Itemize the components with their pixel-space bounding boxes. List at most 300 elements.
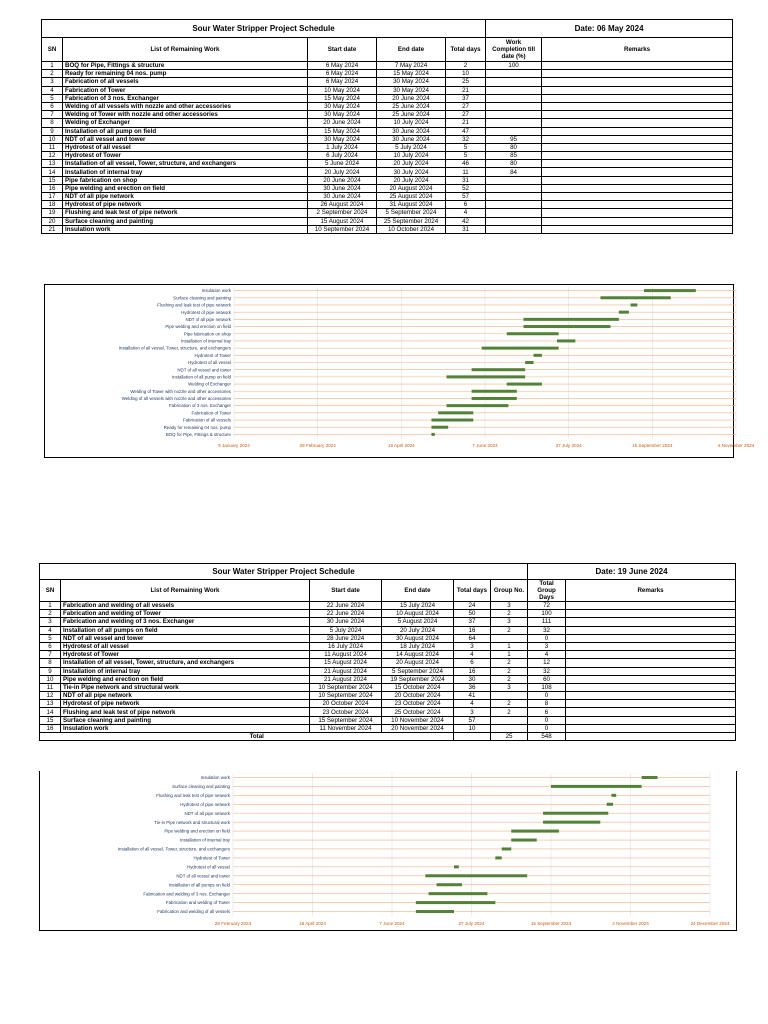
cell-completion <box>486 184 542 192</box>
cell-sn: 16 <box>40 724 61 732</box>
gantt-bar <box>495 856 501 859</box>
cell-end: 20 October 2024 <box>382 692 454 700</box>
total-group-days: 548 <box>528 733 566 741</box>
cell-completion <box>486 201 542 209</box>
cell-end: 15 October 2024 <box>382 683 454 691</box>
cell-completion: 80 <box>486 143 542 151</box>
cell-remarks <box>542 111 733 119</box>
gantt-bar <box>438 411 473 414</box>
cell-sn: 9 <box>42 127 63 135</box>
cell-group: 2 <box>491 708 528 716</box>
cell-sn: 7 <box>40 651 61 659</box>
cell-completion <box>486 225 542 233</box>
cell-completion <box>486 193 542 201</box>
cell-remarks <box>566 651 736 659</box>
cell-end: 10 August 2024 <box>382 610 454 618</box>
gantt-bar <box>482 347 559 350</box>
cell-group <box>491 724 528 732</box>
cell-group-days: 0 <box>528 716 566 724</box>
cell-group-days: 0 <box>528 724 566 732</box>
cell-group-days: 3 <box>528 642 566 650</box>
cell-remarks <box>542 152 733 160</box>
cell-start: 16 July 2024 <box>310 642 382 650</box>
gantt-bar <box>472 368 526 371</box>
cell-remarks <box>542 193 733 201</box>
task-label: Flushing and leak test of pipe network <box>156 792 230 798</box>
cell-days: 10 <box>446 70 486 78</box>
cell-days: 47 <box>446 127 486 135</box>
cell-task: Fabrication and welding of Tower <box>61 610 310 618</box>
col-start: Start date <box>308 38 377 62</box>
cell-task: Hydrotest of pipe network <box>63 201 308 209</box>
cell-remarks <box>542 70 733 78</box>
cell-days: 37 <box>454 618 491 626</box>
cell-task: Installation of all vessel, Tower, structure, and exchangers <box>63 160 308 168</box>
gantt-bar <box>425 874 527 877</box>
table-row <box>40 618 736 626</box>
cell-remarks <box>542 168 733 176</box>
gantt-bar <box>600 296 670 299</box>
cell-remarks <box>566 602 736 610</box>
cell-group-days: 12 <box>528 659 566 667</box>
cell-completion <box>486 209 542 217</box>
cell-end: 5 July 2024 <box>377 143 446 151</box>
x-tick-label: 28 February 2024 <box>299 443 336 448</box>
cell-group-days: 108 <box>528 683 566 691</box>
cell-remarks <box>542 201 733 209</box>
cell-completion <box>486 111 542 119</box>
task-label: Fabrication of 3 nos. Exchanger <box>169 403 231 409</box>
cell-task: Installation of internal tray <box>61 667 310 675</box>
cell-task: Flushing and leak test of pipe network <box>63 209 308 217</box>
gantt-bar <box>551 785 642 788</box>
cell-completion <box>486 70 542 78</box>
cell-start: 11 August 2024 <box>310 651 382 659</box>
cell-completion <box>486 102 542 110</box>
cell-sn: 15 <box>40 716 61 724</box>
table-row <box>42 217 733 225</box>
col-task: List of Remaining Work <box>63 38 308 62</box>
cell-group-days: 32 <box>528 667 566 675</box>
cell-days: 4 <box>446 209 486 217</box>
task-label: BOQ for Pipe, Fittings & structure <box>165 432 231 438</box>
cell-days: 41 <box>454 692 491 700</box>
gantt-bar <box>523 318 618 321</box>
cell-sn: 5 <box>42 94 63 102</box>
cell-days: 3 <box>454 708 491 716</box>
cell-days: 32 <box>446 135 486 143</box>
col-end: End date <box>377 38 446 62</box>
table-row <box>42 209 733 217</box>
task-label: Surface cleaning and painting <box>173 295 231 301</box>
cell-start: 23 October 2024 <box>310 708 382 716</box>
cell-group-days: 4 <box>528 651 566 659</box>
cell-start: 21 August 2024 <box>310 675 382 683</box>
table-row <box>42 176 733 184</box>
cell-remarks <box>566 634 736 642</box>
cell-task: BOQ for Pipe, Fittings & structure <box>63 62 308 70</box>
cell-sn: 19 <box>42 209 63 217</box>
cell-end: 5 September 2024 <box>377 209 446 217</box>
task-label: Installation of all pumps on field <box>168 882 230 888</box>
task-label: Fabrication and welding of 3 nos. Exchanger <box>143 891 230 897</box>
gantt-bar <box>447 375 526 378</box>
cell-start: 15 September 2024 <box>310 716 382 724</box>
cell-end: 23 October 2024 <box>382 700 454 708</box>
cell-start: 21 August 2024 <box>310 667 382 675</box>
col-sn: SN <box>42 38 63 62</box>
task-label: Fabrication and welding of Tower <box>165 900 230 906</box>
cell-start: 26 August 2024 <box>308 201 377 209</box>
total-label: Total <box>61 733 454 741</box>
table-row <box>42 78 733 86</box>
gantt-bar <box>507 332 559 335</box>
cell-task: Installation of all vessel, Tower, structure, and exchangers <box>61 659 310 667</box>
cell-group-days: 60 <box>528 675 566 683</box>
col-group: Group No. <box>491 580 528 602</box>
cell-remarks <box>542 62 733 70</box>
cell-group-days: 0 <box>528 692 566 700</box>
cell-days: 57 <box>454 716 491 724</box>
task-label: Fabrication of all vessels <box>182 417 231 423</box>
cell-start: 5 July 2024 <box>310 626 382 634</box>
table-row <box>40 692 736 700</box>
cell-days: 50 <box>454 610 491 618</box>
table-row <box>42 94 733 102</box>
task-label: Pipe welding and erection on field <box>165 324 231 330</box>
gantt-bar <box>619 311 629 314</box>
x-tick-label: 9 January 2024 <box>218 443 250 448</box>
cell-sn: 1 <box>42 62 63 70</box>
cell-start: 15 May 2024 <box>308 94 377 102</box>
cell-remarks <box>542 102 733 110</box>
cell-remarks <box>542 86 733 94</box>
cell-remarks <box>566 708 736 716</box>
cell-task: Ready for remaining 04 nos. pump <box>63 70 308 78</box>
cell-days: 11 <box>446 168 486 176</box>
x-tick-label: 7 June 2024 <box>379 921 405 926</box>
cell-group: 2 <box>491 659 528 667</box>
cell-sn: 12 <box>40 692 61 700</box>
schedule-2-table <box>39 563 736 741</box>
col-end: End date <box>382 580 454 602</box>
cell-sn: 10 <box>40 675 61 683</box>
cell-sn: 21 <box>42 225 63 233</box>
cell-remarks <box>566 659 736 667</box>
cell-sn: 1 <box>40 602 61 610</box>
cell-days: 31 <box>446 225 486 233</box>
cell-remarks <box>542 143 733 151</box>
cell-days: 3 <box>454 642 491 650</box>
cell-start: 10 September 2024 <box>310 692 382 700</box>
cell-days: 27 <box>446 111 486 119</box>
col-completion: Work Completion till date (%) <box>486 38 542 62</box>
cell-task: Insulation work <box>63 225 308 233</box>
cell-task: Pipe welding and erection on field <box>63 184 308 192</box>
cell-days: 64 <box>454 634 491 642</box>
cell-sn: 8 <box>42 119 63 127</box>
cell-group-days: 111 <box>528 618 566 626</box>
gantt-bar <box>431 426 448 429</box>
cell-end: 30 June 2024 <box>377 135 446 143</box>
gantt-bar <box>607 803 613 806</box>
cell-remarks <box>542 209 733 217</box>
cell-task: Fabrication of 3 nos. Exchanger <box>63 94 308 102</box>
cell-task: Surface cleaning and painting <box>61 716 310 724</box>
cell-start: 15 May 2024 <box>308 127 377 135</box>
cell-end: 30 May 2024 <box>377 78 446 86</box>
cell-remarks <box>542 94 733 102</box>
total-row <box>40 733 736 741</box>
table-row <box>42 102 733 110</box>
cell-end: 20 November 2024 <box>382 724 454 732</box>
cell-end: 10 July 2024 <box>377 119 446 127</box>
table-row <box>40 626 736 634</box>
cell-task: Fabrication of Tower <box>63 86 308 94</box>
col-start: Start date <box>310 580 382 602</box>
cell-end: 5 August 2024 <box>382 618 454 626</box>
task-label: Installation of internal tray <box>179 837 230 843</box>
gantt-bar <box>502 847 512 850</box>
cell-end: 20 July 2024 <box>382 626 454 634</box>
table-row <box>42 193 733 201</box>
table-row <box>42 70 733 78</box>
cell-remarks <box>566 716 736 724</box>
cell-task: NDT of all pipe network <box>63 193 308 201</box>
cell-start: 28 June 2024 <box>310 634 382 642</box>
cell-group: 3 <box>491 602 528 610</box>
x-tick-label: 18 April 2024 <box>387 443 415 448</box>
cell-end: 30 May 2024 <box>377 86 446 94</box>
cell-days: 16 <box>454 626 491 634</box>
cell-sn: 9 <box>40 667 61 675</box>
cell-days: 6 <box>454 659 491 667</box>
cell-task: NDT of all vessel and tower <box>61 634 310 642</box>
cell-task: Hydrotest of Tower <box>63 152 308 160</box>
cell-start: 15 August 2024 <box>308 217 377 225</box>
cell-sn: 20 <box>42 217 63 225</box>
cell-days: 10 <box>454 724 491 732</box>
cell-end: 20 August 2024 <box>382 659 454 667</box>
task-label: Pipe welding and erection on field <box>164 828 230 834</box>
gantt-bar <box>431 419 473 422</box>
x-tick-label: 18 April 2024 <box>299 921 326 926</box>
gantt-bar <box>642 776 658 779</box>
cell-completion <box>486 86 542 94</box>
schedule-2-date: Date: 19 June 2024 <box>528 564 736 580</box>
table-row <box>40 642 736 650</box>
cell-remarks <box>566 642 736 650</box>
cell-group: 3 <box>491 618 528 626</box>
cell-completion <box>486 217 542 225</box>
cell-task: Pipe fabrication on shop <box>63 176 308 184</box>
cell-start: 6 May 2024 <box>308 62 377 70</box>
cell-end: 20 June 2024 <box>377 94 446 102</box>
cell-end: 7 May 2024 <box>377 62 446 70</box>
gantt-bar <box>416 910 454 913</box>
cell-completion: 80 <box>486 160 542 168</box>
cell-start: 30 May 2024 <box>308 111 377 119</box>
cell-task: NDT of all vessel and tower <box>63 135 308 143</box>
gantt-bar <box>511 830 559 833</box>
cell-start: 30 May 2024 <box>308 102 377 110</box>
cell-days: 31 <box>446 176 486 184</box>
cell-completion <box>486 127 542 135</box>
cell-end: 15 May 2024 <box>377 70 446 78</box>
cell-days: 21 <box>446 119 486 127</box>
cell-days: 46 <box>446 160 486 168</box>
cell-end: 30 June 2024 <box>377 127 446 135</box>
cell-task: Pipe welding and erection on field <box>61 675 310 683</box>
cell-task: Tie-in Pipe network and structural work <box>61 683 310 691</box>
cell-sn: 3 <box>40 618 61 626</box>
cell-end: 30 August 2024 <box>382 634 454 642</box>
cell-start: 6 July 2024 <box>308 152 377 160</box>
task-label: Installation of internal tray <box>180 338 231 344</box>
cell-start: 15 August 2024 <box>310 659 382 667</box>
cell-task: Installation of internal tray <box>63 168 308 176</box>
table-row <box>40 724 736 732</box>
gantt-bar <box>507 383 542 386</box>
cell-end: 25 September 2024 <box>377 217 446 225</box>
cell-start: 30 June 2024 <box>308 193 377 201</box>
cell-start: 10 September 2024 <box>310 683 382 691</box>
cell-task: Welding of Exchanger <box>63 119 308 127</box>
cell-task: Welding of all vessels with nozzle and other accessories <box>63 102 308 110</box>
gantt-bar <box>543 821 600 824</box>
cell-sn: 4 <box>40 626 61 634</box>
cell-task: Hydrotest of Tower <box>61 651 310 659</box>
col-days: Total days <box>446 38 486 62</box>
cell-end: 20 July 2024 <box>377 176 446 184</box>
task-label: Hydrotest of Tower <box>193 855 230 861</box>
cell-remarks <box>566 667 736 675</box>
task-label: Hydrotest of Tower <box>194 352 231 358</box>
table-row <box>42 184 733 192</box>
schedule-2-rows <box>40 602 736 733</box>
cell-sn: 11 <box>42 143 63 151</box>
cell-days: 6 <box>446 201 486 209</box>
task-label: Hydrotest of all vessel <box>187 864 230 870</box>
table-row <box>40 667 736 675</box>
cell-start: 2 September 2024 <box>308 209 377 217</box>
table-row <box>40 716 736 724</box>
gantt-chart-2 <box>39 771 737 931</box>
cell-days: 5 <box>446 152 486 160</box>
task-label: NDT of all vessel and tower <box>176 873 230 879</box>
cell-start: 30 June 2024 <box>310 618 382 626</box>
table-row <box>42 111 733 119</box>
gantt-bar <box>557 339 575 342</box>
table-row <box>42 135 733 143</box>
cell-completion: 84 <box>486 168 542 176</box>
cell-start: 20 June 2024 <box>308 119 377 127</box>
cell-completion: 95 <box>486 135 542 143</box>
cell-group: 2 <box>491 667 528 675</box>
cell-sn: 8 <box>40 659 61 667</box>
cell-days: 52 <box>446 184 486 192</box>
cell-end: 10 July 2024 <box>377 152 446 160</box>
cell-sn: 2 <box>42 70 63 78</box>
gantt-bar <box>534 354 542 357</box>
cell-start: 6 May 2024 <box>308 78 377 86</box>
cell-days: 25 <box>446 78 486 86</box>
task-label: Insulation work <box>201 288 231 294</box>
schedule-1-table <box>41 19 733 234</box>
gantt-chart-1-svg <box>45 285 755 457</box>
cell-sn: 13 <box>42 160 63 168</box>
gantt-bar <box>447 404 509 407</box>
col-task: List of Remaining Work <box>61 580 310 602</box>
table-row <box>42 86 733 94</box>
cell-days: 37 <box>446 94 486 102</box>
cell-days: 4 <box>454 651 491 659</box>
table-row <box>40 602 736 610</box>
cell-remarks <box>566 626 736 634</box>
cell-remarks <box>542 119 733 127</box>
task-label: Tie-in Pipe network and structural work <box>154 819 230 825</box>
total-group: 25 <box>491 733 528 741</box>
cell-end: 25 June 2024 <box>377 111 446 119</box>
cell-sn: 14 <box>40 708 61 716</box>
cell-start: 1 July 2024 <box>308 143 377 151</box>
x-tick-label: 15 September 2024 <box>530 921 572 926</box>
cell-task: Insulation work <box>61 724 310 732</box>
gantt-bar <box>644 289 696 292</box>
x-tick-label: 27 July 2024 <box>458 921 485 926</box>
cell-completion: 85 <box>486 152 542 160</box>
table-row <box>40 700 736 708</box>
table-row <box>42 62 733 70</box>
cell-task: Fabrication and welding of all vessels <box>61 602 310 610</box>
schedule-1-rows <box>42 62 733 234</box>
cell-end: 5 September 2024 <box>382 667 454 675</box>
task-label: NDT of all vessel and tower <box>177 367 231 373</box>
cell-sn: 14 <box>42 168 63 176</box>
gantt-chart-1 <box>44 284 755 458</box>
gantt-bar <box>611 794 616 797</box>
table-row <box>42 143 733 151</box>
gantt-bar <box>511 839 536 842</box>
task-label: NDT of all pipe network <box>184 810 230 816</box>
task-label: Welding of Exchanger <box>188 381 231 387</box>
gantt-bar <box>631 303 638 306</box>
cell-task: Fabrication of all vessels <box>63 78 308 86</box>
table-row <box>42 160 733 168</box>
cell-group: 1 <box>491 642 528 650</box>
cell-completion: 100 <box>486 62 542 70</box>
cell-days: 16 <box>454 667 491 675</box>
cell-sn: 6 <box>40 642 61 650</box>
task-label: NDT of all pipe network <box>185 316 231 322</box>
cell-group: 1 <box>491 651 528 659</box>
cell-days: 36 <box>454 683 491 691</box>
cell-completion <box>486 78 542 86</box>
cell-group-days: 6 <box>528 708 566 716</box>
cell-days: 21 <box>446 86 486 94</box>
cell-task: Fabrication and welding of 3 nos. Exchanger <box>61 618 310 626</box>
gantt-bar <box>431 433 434 436</box>
gantt-bar <box>454 865 459 868</box>
cell-end: 15 July 2024 <box>382 602 454 610</box>
cell-task: Flushing and leak test of pipe network <box>61 708 310 716</box>
cell-task: Installation of all pumps on field <box>61 626 310 634</box>
cell-remarks <box>566 675 736 683</box>
cell-group <box>491 692 528 700</box>
cell-sn: 12 <box>42 152 63 160</box>
cell-start: 5 June 2024 <box>308 160 377 168</box>
col-sn: SN <box>40 580 61 602</box>
